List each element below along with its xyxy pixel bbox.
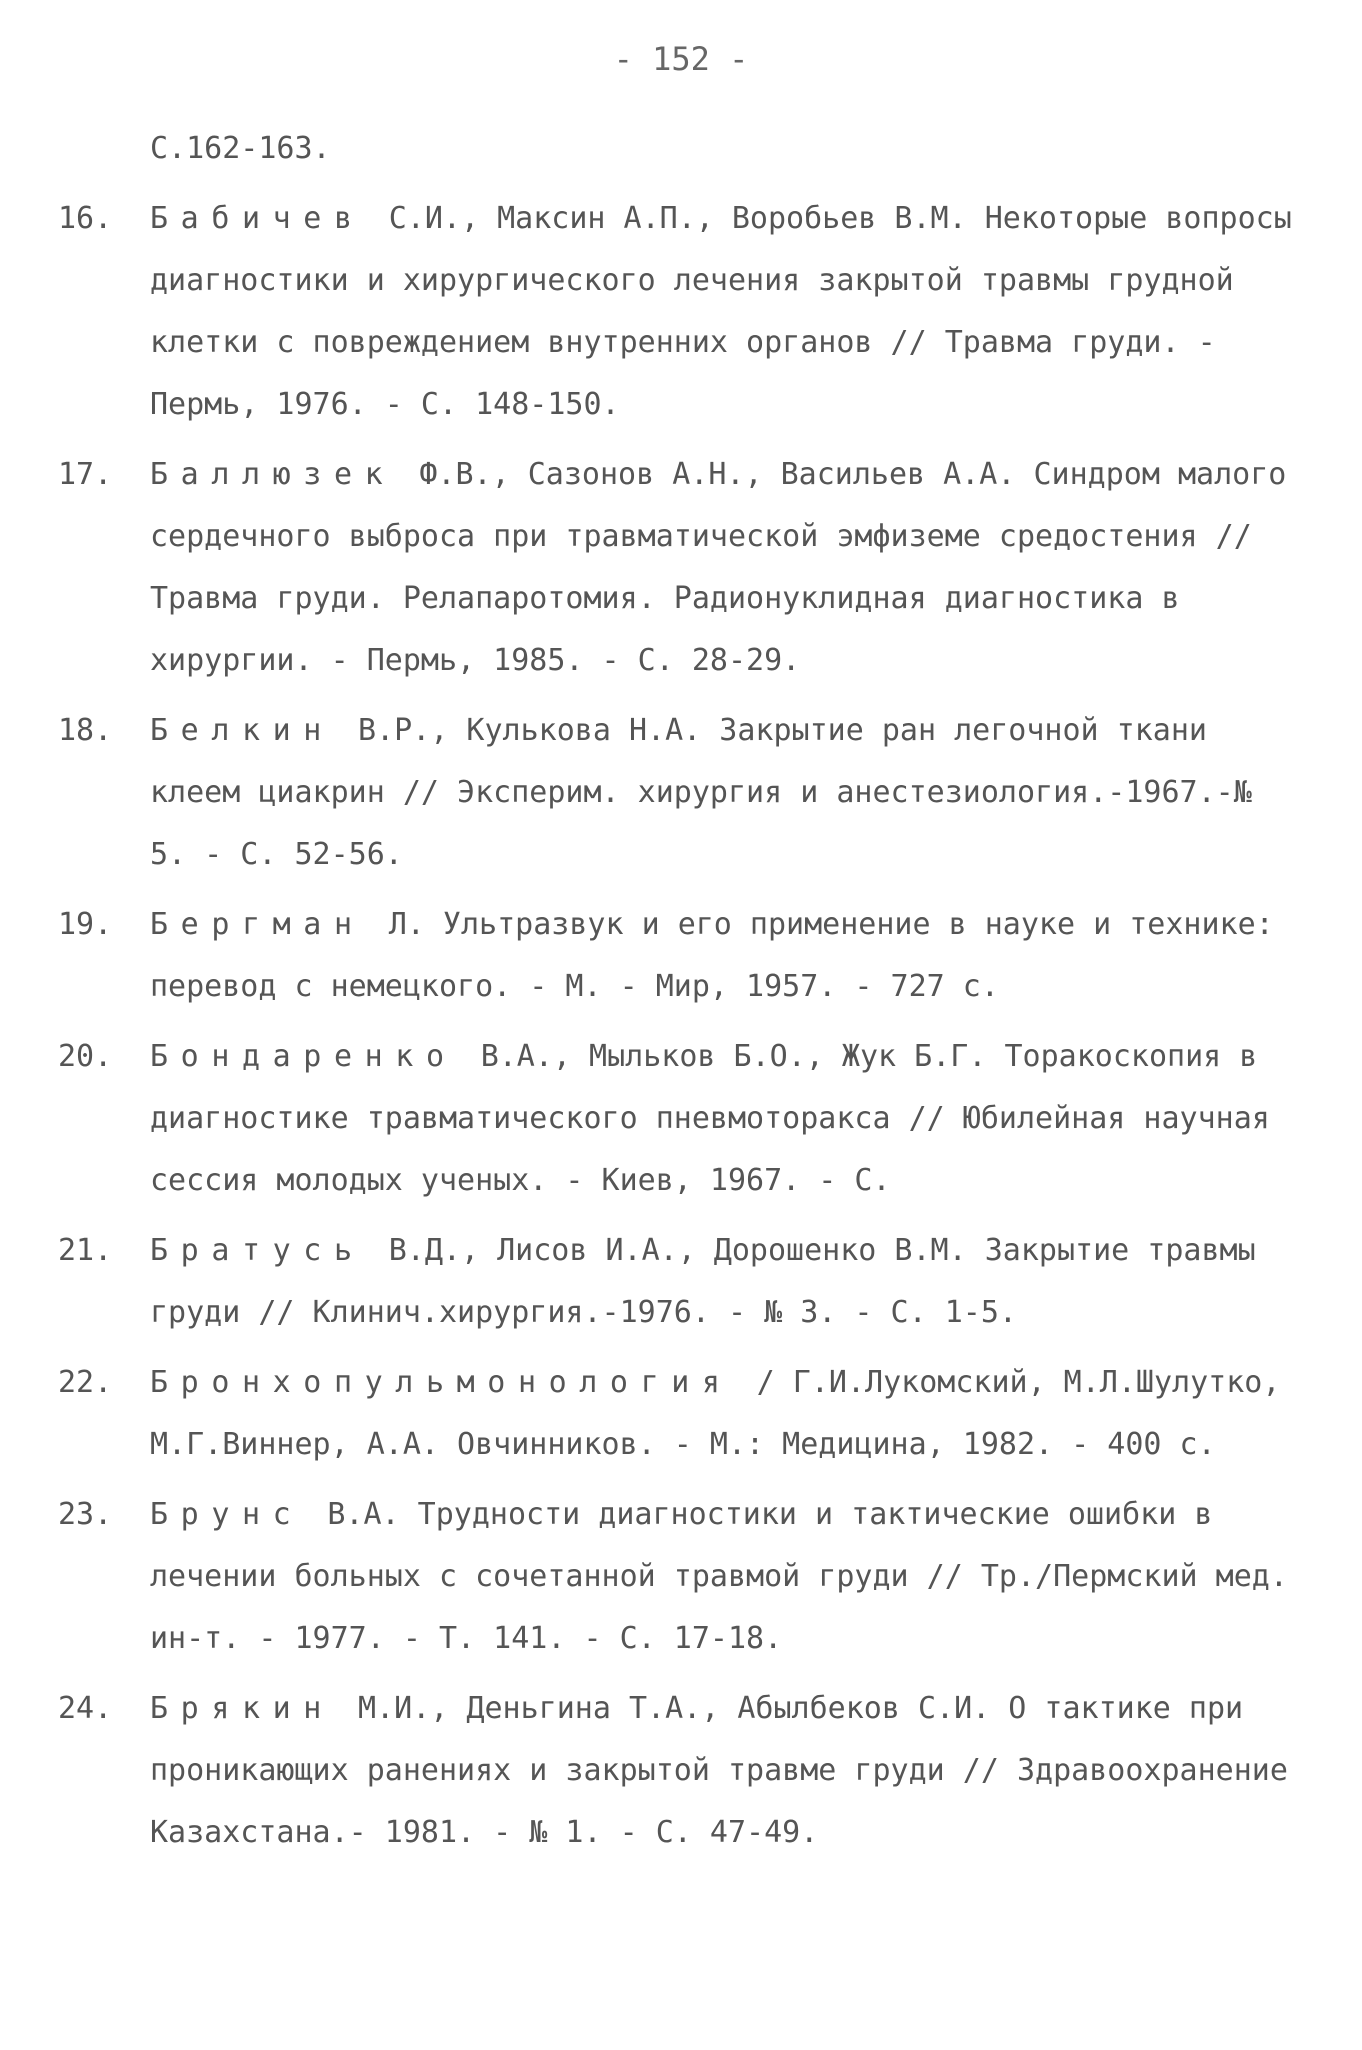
entry-text: В.Р., Кулькова Н.А. Закрытие ран легочной ткани клеем циакрин // Эксперим. хирургия и анестезиология.-1967.-№ 5. - С. 52-56. [150, 713, 1252, 872]
entry-text: В.Д., Лисов И.А., Дорошенко В.М. Закрытие травмы груди // Клинич.хирургия.-1976. - № 3. - С. 1-5. [150, 1233, 1256, 1330]
entry-author: Бондаренко [150, 1039, 457, 1074]
entry-author: Баллюзек [150, 457, 396, 492]
bibliography-entry-21 [58, 1220, 1298, 1344]
entry-author: Бронхопульмонология [150, 1365, 733, 1400]
entry-author: Белкин [150, 713, 334, 748]
entry-author: Бабичев [150, 201, 365, 236]
entry-number: 16. [58, 201, 113, 236]
entry-text: В.А. Трудности диагностики и тактические ошибки в лечении больных с сочетанной травмой груди // Тр./Пермский мед. ин-т. - 1977. - Т. 141. - С. 17-18. [150, 1497, 1288, 1656]
page-number: - 152 - [613, 40, 749, 78]
bibliography-entry-24 [58, 1678, 1298, 1864]
entry-text: М.И., Деньгина Т.А., Абылбеков С.И. О тактике при проникающих ранениях и закрытой травме груди // Здравоохранение Казахстана.- 1981. - № 1. - С. 47-49. [150, 1691, 1288, 1850]
bibliography-entry-20 [58, 1026, 1298, 1212]
entry-number: 24. [58, 1691, 113, 1726]
entry-text: / Г.И.Лукомский, М.Л.Шулутко, М.Г.Виннер, А.А. Овчинников. - М.: Медицина, 1982. - 400 с. [150, 1365, 1281, 1462]
continuation-text: С.162-163. [150, 131, 331, 166]
entry-text: Ф.В., Сазонов А.Н., Васильев А.А. Синдром малого сердечного выброса при травматической эмфиземе средостения // Травма груди. Релапаротомия. Радионуклидная диагностика в хирургии. - Пермь, 1985. - С. 28-29. [150, 457, 1287, 678]
bibliography-list [58, 118, 1298, 1872]
bibliography-entry-16 [58, 188, 1298, 436]
entry-author: Бергман [150, 907, 365, 942]
bibliography-entry-19 [58, 894, 1298, 1018]
entry-number: 22. [58, 1365, 113, 1400]
entry-author: Брякин [150, 1691, 334, 1726]
entry-text: С.И., Максин А.П., Воробьев В.М. Некоторые вопросы диагностики и хирургического лечения закрытой травмы грудной клетки с повреждением внутренних органов // Травма груди. - Пермь, 1976. - С. 148-150. [150, 201, 1292, 422]
entry-text: Л. Ультразвук и его применение в науке и технике: перевод с немецкого. - М. - Мир, 1957. - 727 с. [150, 907, 1274, 1004]
entry-number: 23. [58, 1497, 113, 1532]
entry-author: Братусь [150, 1233, 365, 1268]
bibliography-entry-22 [58, 1352, 1298, 1476]
entry-number: 18. [58, 713, 113, 748]
bibliography-entry-23 [58, 1484, 1298, 1670]
entry-text: В.А., Мыльков Б.О., Жук Б.Г. Торакоскопия в диагностике травматического пневмоторакса // Юбилейная научная сессия молодых ученых. - Киев, 1967. - С. [150, 1039, 1270, 1198]
entry-author: Брунс [150, 1497, 304, 1532]
bibliography-entry-17 [58, 444, 1298, 692]
entry-number: 21. [58, 1233, 113, 1268]
entry-number: 17. [58, 457, 113, 492]
bibliography-entry-18 [58, 700, 1298, 886]
entry-number: 19. [58, 907, 113, 942]
entry-number: 20. [58, 1039, 113, 1074]
